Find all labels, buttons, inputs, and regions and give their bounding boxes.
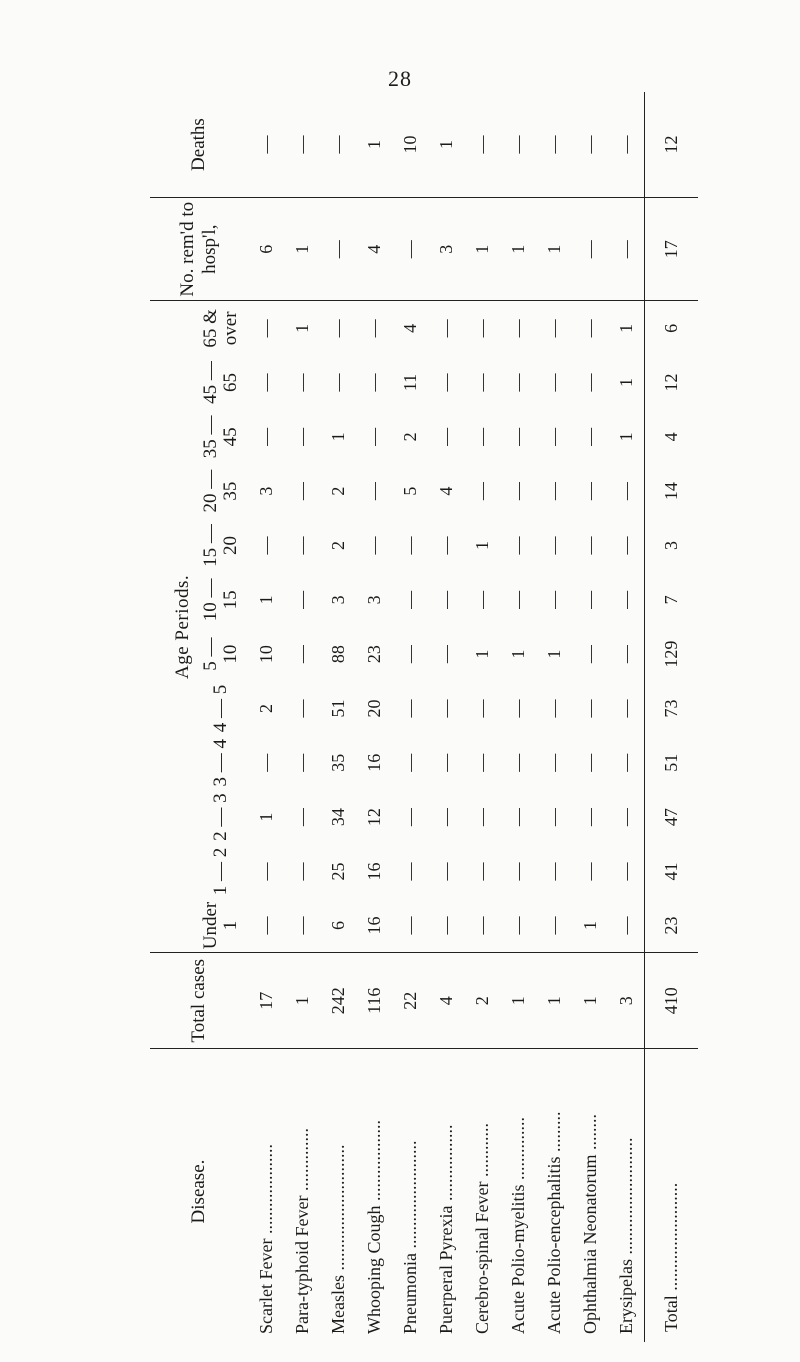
age-group-header: 10 — 15 [200, 578, 241, 622]
age-count-cell: — [471, 753, 492, 772]
disease-name: Para-typhoid Fever .............. [284, 1049, 320, 1342]
age-total-cell: 23 [644, 899, 698, 953]
age-count-cell: — [507, 373, 528, 392]
age-count-cell: 3 [327, 595, 348, 605]
age-count-cell: 16 [363, 862, 384, 881]
age-count-cell: 1 [471, 540, 492, 550]
deaths-cell: — [471, 135, 492, 154]
age-count-cell: — [572, 301, 608, 356]
disease-name: Scarlet Fever .................... [248, 1049, 284, 1342]
age-count-cell: — [507, 699, 528, 718]
age-count-cell: — [255, 536, 276, 555]
table-row [572, 92, 608, 1342]
age-count-cell: 1 [284, 301, 320, 356]
age-total-cell: 6 [644, 301, 698, 356]
age-count-cell: — [507, 862, 528, 881]
total-cases-cell: 1 [536, 953, 572, 1049]
age-count-cell: — [435, 645, 456, 664]
age-group-header: 20 — 35 [200, 469, 241, 513]
age-count-cell: — [435, 753, 456, 772]
age-count-cell: — [507, 808, 528, 827]
age-count-cell: — [291, 373, 312, 392]
age-count-cell: — [579, 808, 600, 827]
table-row [500, 92, 536, 1342]
age-group-header: 45 — 65 [200, 361, 241, 404]
total-cases-cell: 1 [500, 953, 536, 1049]
deaths-cell: — [291, 135, 312, 154]
age-count-cell: 12 [363, 808, 384, 827]
age-count-cell: — [435, 699, 456, 718]
total-cases-cell: 116 [356, 953, 392, 1049]
age-count-cell: — [543, 427, 564, 446]
total-label: Total ........................ [644, 1049, 698, 1342]
disease-name: Cerebro-spinal Fever ............ [464, 1049, 500, 1342]
age-count-cell: 3 [255, 486, 276, 496]
age-count-cell: 1 [543, 649, 564, 659]
removed-to-hospital-cell: 4 [356, 198, 392, 301]
age-count-cell: — [543, 808, 564, 827]
disease-column-header: Disease. [150, 1049, 248, 1342]
age-count-cell: 16 [363, 753, 384, 772]
table-body [248, 92, 698, 1342]
age-count-cell: — [435, 536, 456, 555]
age-count-cell: — [327, 373, 348, 392]
age-count-cell: — [543, 753, 564, 772]
age-group-header: 3 — 4 [210, 739, 232, 787]
age-count-cell: — [435, 590, 456, 609]
removed-to-hospital-column-header: No. rem'd to hosp'l, [150, 198, 248, 301]
age-count-cell: — [399, 808, 420, 827]
age-count-cell: 2 [255, 703, 276, 713]
age-group-header: 65 & over [194, 301, 248, 356]
removed-to-hospital-cell: 1 [500, 198, 536, 301]
age-count-cell: — [471, 427, 492, 446]
table-row [320, 92, 356, 1342]
total-cases-cell: 1 [284, 953, 320, 1049]
age-count-cell: — [291, 645, 312, 664]
removed-to-hospital-cell: 6 [248, 198, 284, 301]
age-count-cell: — [363, 373, 384, 392]
age-count-cell: — [579, 536, 600, 555]
age-periods-header: Age Periods. [150, 301, 194, 953]
age-count-cell: — [543, 373, 564, 392]
age-count-cell: — [291, 808, 312, 827]
age-count-cell: — [507, 916, 528, 935]
age-count-cell: — [248, 301, 284, 356]
age-count-cell: — [255, 753, 276, 772]
removed-total-cell: 17 [644, 198, 698, 301]
age-count-cell: 1 [327, 432, 348, 442]
age-count-cell: — [615, 590, 636, 609]
age-count-cell: — [428, 301, 464, 356]
disease-name: Erysipelas .......................... [608, 1049, 644, 1342]
age-count-cell: 34 [327, 808, 348, 827]
age-count-cell: — [399, 590, 420, 609]
age-count-cell: 1 [255, 595, 276, 605]
age-count-cell: — [543, 590, 564, 609]
table-row [608, 92, 644, 1342]
age-count-cell: 16 [363, 916, 384, 935]
removed-to-hospital-cell: — [572, 198, 608, 301]
deaths-cell: — [543, 135, 564, 154]
removed-to-hospital-cell: 3 [428, 198, 464, 301]
deaths-total-cell: 12 [644, 92, 698, 198]
age-count-cell: 51 [327, 699, 348, 718]
age-count-cell: — [399, 699, 420, 718]
age-total-cell: 51 [644, 736, 698, 790]
age-total-cell: 3 [644, 518, 698, 572]
removed-to-hospital-cell: 1 [284, 198, 320, 301]
age-count-cell: — [435, 916, 456, 935]
age-count-cell: — [291, 753, 312, 772]
age-count-cell: 1 [608, 301, 644, 356]
total-row [644, 92, 698, 1342]
age-count-cell: — [471, 482, 492, 501]
age-count-cell: — [507, 482, 528, 501]
age-count-cell: — [543, 536, 564, 555]
disease-name: Puerperal Pyrexia ................. [428, 1049, 464, 1342]
age-count-cell: — [507, 753, 528, 772]
age-count-cell: — [464, 301, 500, 356]
age-count-cell: — [615, 862, 636, 881]
age-count-cell: — [291, 699, 312, 718]
age-count-cell: — [615, 916, 636, 935]
age-total-cell: 12 [644, 355, 698, 409]
age-group-header: 35 — 45 [200, 415, 241, 459]
deaths-column-header: Deaths [188, 118, 209, 171]
disease-name: Measles ............................ [320, 1049, 356, 1342]
age-count-cell: — [543, 482, 564, 501]
age-group-header: 15 — 20 [200, 524, 241, 567]
table-row [248, 92, 284, 1342]
age-count-cell: 1 [615, 432, 636, 442]
age-count-cell: — [579, 862, 600, 881]
age-count-cell: — [399, 753, 420, 772]
age-count-cell: 25 [327, 862, 348, 881]
age-count-cell: — [471, 590, 492, 609]
age-group-header: 4 — 5 [210, 684, 232, 733]
age-count-cell: — [543, 916, 564, 935]
age-count-cell: 1 [471, 649, 492, 659]
deaths-cell: — [615, 135, 636, 154]
age-count-cell: — [255, 862, 276, 881]
age-count-cell: 2 [327, 486, 348, 496]
age-count-cell: 10 [255, 645, 276, 664]
disease-name: Pneumonia ........................ [392, 1049, 428, 1342]
table-row [464, 92, 500, 1342]
age-count-cell: 1 [255, 812, 276, 822]
age-count-cell: 23 [363, 645, 384, 664]
rotated-table-container [150, 92, 698, 1342]
table-row [356, 92, 392, 1342]
age-count-cell: — [579, 427, 600, 446]
removed-to-hospital-cell: — [608, 198, 644, 301]
age-count-cell: — [615, 645, 636, 664]
age-count-cell: 5 [399, 486, 420, 496]
age-total-cell: 4 [644, 410, 698, 464]
age-count-cell: — [615, 699, 636, 718]
age-count-cell: — [471, 862, 492, 881]
deaths-cell: — [507, 135, 528, 154]
age-count-cell: — [291, 427, 312, 446]
age-count-cell: — [471, 373, 492, 392]
age-count-cell: 35 [327, 753, 348, 772]
age-count-cell: — [356, 301, 392, 356]
age-count-cell: 88 [327, 645, 348, 664]
age-count-cell: — [615, 808, 636, 827]
table-row [536, 92, 572, 1342]
total-cases-cell: 2 [464, 953, 500, 1049]
age-count-cell: — [399, 536, 420, 555]
header-row-groups [150, 92, 194, 1342]
deaths-cell: 10 [399, 135, 420, 154]
age-count-cell: — [399, 862, 420, 881]
page-number: 28 [388, 66, 412, 91]
total-cases-cell: 3 [608, 953, 644, 1049]
age-count-cell: — [615, 536, 636, 555]
table-row [284, 92, 320, 1342]
disease-name: Acute Polio-myelitis .............. [500, 1049, 536, 1342]
age-total-cell: 41 [644, 844, 698, 898]
deaths-cell: 1 [363, 140, 384, 150]
age-count-cell: — [471, 699, 492, 718]
age-count-cell: — [255, 373, 276, 392]
age-total-cell: 73 [644, 681, 698, 735]
age-count-cell: — [255, 916, 276, 935]
age-group-header: 5 — 10 [200, 637, 241, 671]
disease-name: Ophthalmia Neonatorum ........ [572, 1049, 608, 1342]
removed-to-hospital-cell: 1 [464, 198, 500, 301]
age-total-cell: 47 [644, 790, 698, 844]
age-count-cell: — [507, 536, 528, 555]
age-count-cell: — [579, 482, 600, 501]
age-count-cell: — [471, 916, 492, 935]
age-count-cell: — [536, 301, 572, 356]
age-count-cell: 2 [399, 432, 420, 442]
deaths-cell: — [327, 135, 348, 154]
age-count-cell: — [255, 427, 276, 446]
age-count-cell: — [579, 373, 600, 392]
age-count-cell: 2 [327, 540, 348, 550]
removed-to-hospital-cell: — [320, 198, 356, 301]
age-count-cell: — [363, 482, 384, 501]
age-count-cell: — [507, 590, 528, 609]
age-count-cell: — [579, 590, 600, 609]
disease-name: Whooping Cough .................. [356, 1049, 392, 1342]
age-count-cell: — [579, 699, 600, 718]
age-count-cell: 3 [363, 595, 384, 605]
total-cases-cell: 17 [248, 953, 284, 1049]
total-cases-cell: 242 [320, 953, 356, 1049]
total-cases-column-header: Total cases [150, 953, 248, 1049]
age-count-cell: — [615, 482, 636, 501]
age-count-cell: 4 [435, 486, 456, 496]
removed-to-hospital-cell: — [392, 198, 428, 301]
age-count-cell: 1 [507, 649, 528, 659]
age-count-cell: — [291, 482, 312, 501]
deaths-cell: — [579, 135, 600, 154]
age-count-cell: — [320, 301, 356, 356]
age-count-cell: — [435, 427, 456, 446]
age-count-cell: — [500, 301, 536, 356]
age-count-cell: 1 [579, 921, 600, 931]
age-count-cell: — [291, 862, 312, 881]
age-count-cell: — [615, 753, 636, 772]
age-total-cell: 129 [644, 627, 698, 681]
age-count-cell: — [579, 645, 600, 664]
age-group-header: 2 — 3 [210, 793, 232, 841]
age-total-cell: 7 [644, 573, 698, 627]
age-total-cell: 14 [644, 464, 698, 518]
age-count-cell: — [471, 808, 492, 827]
age-count-cell: — [579, 753, 600, 772]
age-count-cell: — [291, 590, 312, 609]
age-count-cell: — [291, 536, 312, 555]
disease-name: Acute Polio-encephalitis ......... [536, 1049, 572, 1342]
deaths-cell: 1 [435, 140, 456, 150]
age-count-cell: 1 [615, 378, 636, 387]
age-count-cell: — [363, 427, 384, 446]
age-group-header: 1 — 2 [210, 847, 232, 896]
age-count-cell: — [543, 862, 564, 881]
age-count-cell: — [435, 808, 456, 827]
table-row [428, 92, 464, 1342]
age-count-cell: — [435, 862, 456, 881]
age-count-cell: 11 [399, 373, 420, 392]
age-count-cell: 4 [392, 301, 428, 356]
age-count-cell: — [399, 916, 420, 935]
age-count-cell: 20 [363, 699, 384, 718]
age-count-cell: — [507, 427, 528, 446]
notifiable-diseases-table [150, 92, 698, 1342]
age-count-cell: — [399, 645, 420, 664]
age-count-cell: — [291, 916, 312, 935]
total-cases-cell: 4 [428, 953, 464, 1049]
age-count-cell: — [543, 699, 564, 718]
total-cases-cell: 22 [392, 953, 428, 1049]
age-count-cell: — [363, 536, 384, 555]
removed-to-hospital-cell: 1 [536, 198, 572, 301]
deaths-cell: — [255, 135, 276, 154]
age-group-header: Under 1 [200, 901, 241, 950]
grand-total-cell: 410 [644, 953, 698, 1049]
total-cases-cell: 1 [572, 953, 608, 1049]
table-row [392, 92, 428, 1342]
age-count-cell: — [435, 373, 456, 392]
age-count-cell: 6 [327, 921, 348, 931]
